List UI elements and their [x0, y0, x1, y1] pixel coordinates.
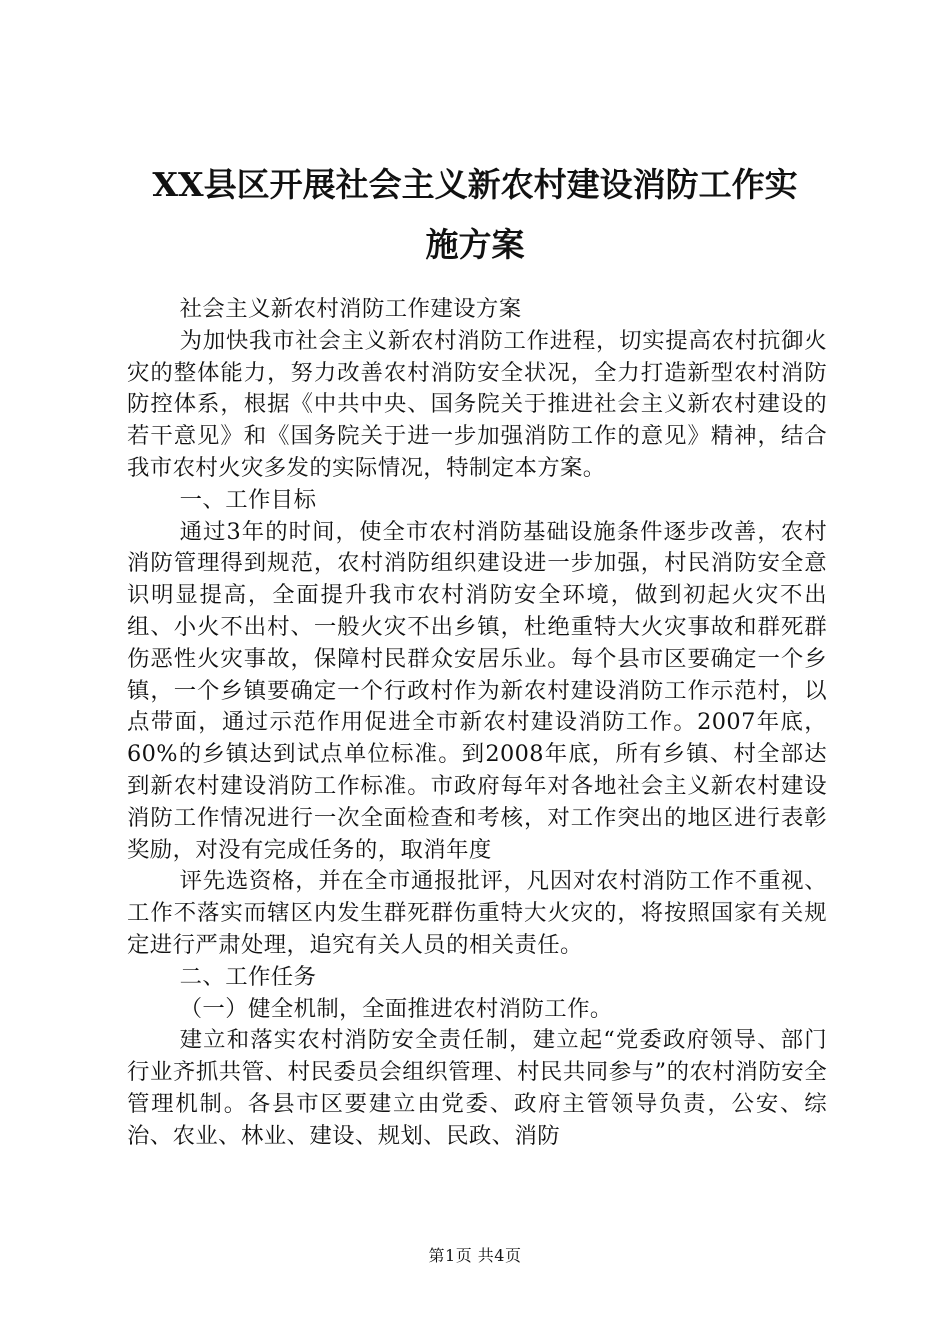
paragraph-subtitle: 社会主义新农村消防工作建设方案	[179, 296, 522, 322]
section-heading-tasks: 二、工作任务	[179, 963, 317, 990]
paragraph-goals-continued: 评先选资格，并在全市通报批评，凡因对农村消防工作不重视、工作不落实而辖区内发生群死群伤重特大火灾的，将按照国家有关规定进行严肃处理，追究有关人员的相关责任。	[127, 868, 827, 958]
subsection-heading-mechanism: （一）健全机制，全面推进农村消防工作。	[179, 995, 613, 1022]
section-heading-goals: 一、工作目标	[179, 486, 317, 513]
paragraph-intro: 为加快我市社会主义新农村消防工作进程，切实提高农村抗御火灾的整体能力，努力改善农村消防安全状况，全力打造新型农村消防防控体系，根据《中共中央、国务院关于推进社会主义新农村建设的若干意见》和《国务院关于进一步加强消防工作的意见》精神，结合我市农村火灾多发的实际情况，特制定本方案。	[127, 327, 827, 481]
paragraph-mechanism: 建立和落实农村消防安全责任制，建立起“党委政府领导、部门行业齐抓共管、村民委员会组织管理、村民共同参与”的农村消防安全管理机制。各县市区要建立由党委、政府主管领导负责，公安、综治、农业、林业、建设、规划、民政、消防	[127, 1027, 827, 1149]
document-title-line-2: 施方案	[425, 225, 525, 264]
document-body	[127, 294, 827, 1153]
paragraph-goals: 通过3年的时间，使全市农村消防基础设施条件逐步改善，农村消防管理得到规范，农村消防组织建设进一步加强，村民消防安全意识明显提高，全面提升我市农村消防安全环境，做到初起火灾不出组、小火不出村、一般火灾不出乡镇，杜绝重特大火灾事故和群死群伤恶性火灾事故，保障村民群众安居乐业。每个县市区要确定一个乡镇，一个乡镇要确定一个行政村作为新农村建设消防工作示范村，以点带面，通过示范作用促进全市新农村建设消防工作。2007年底，60%的乡镇达到试点单位标准。到2008年底，所有乡镇、村全部达到新农村建设消防工作标准。市政府每年对各地社会主义新农村建设消防工作情况进行一次全面检查和考核，对工作突出的地区进行表彰奖励，对没有完成任务的，取消年度	[127, 518, 827, 863]
document-title-line-1: XX县区开展社会主义新农村建设消防工作实	[152, 165, 798, 204]
page-number-footer: 第1页 共4页	[428, 1246, 522, 1265]
